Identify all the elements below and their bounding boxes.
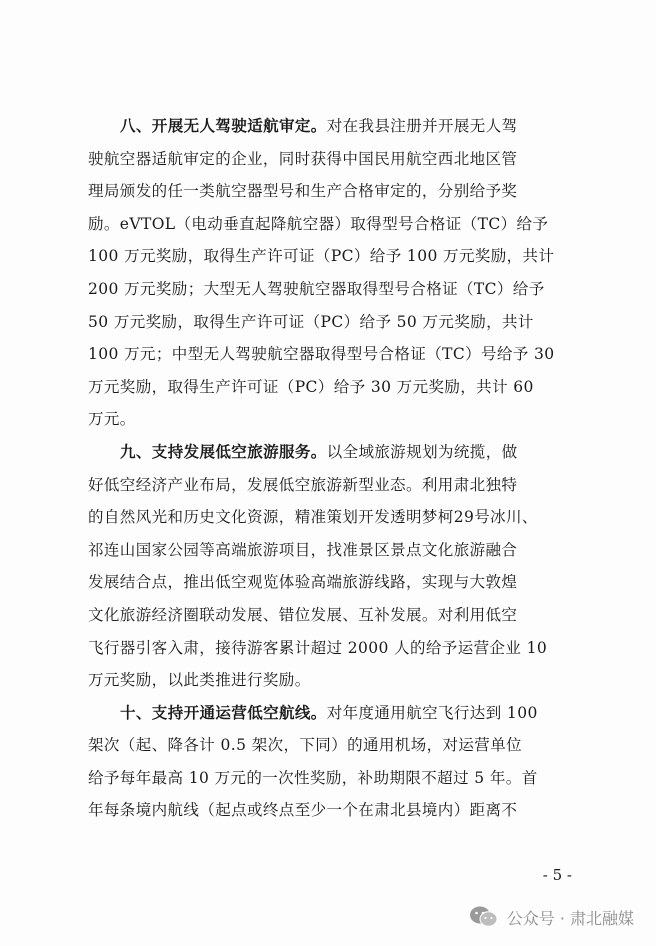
document-body	[88, 110, 588, 827]
paragraph-line: 100 万元；中型无人驾驶航空器取得型号合格证（TC）号给予 30	[88, 345, 555, 364]
paragraph-9	[88, 436, 588, 697]
paragraph-8	[88, 110, 588, 436]
paragraph-line: 好低空经济产业布局，发展低空旅游新型业态。利用肃北独特	[88, 475, 518, 494]
paragraph-line: 以全域旅游规划为统揽，做	[326, 442, 518, 461]
paragraph-line: 年每条境内航线（起点或终点至少一个在肃北县境内）距离不	[88, 801, 518, 820]
paragraph-line: 架次（起、降各计 0.5 架次，下同）的通用机场，对运营单位	[88, 736, 523, 755]
paragraph-line: 祁连山国家公园等高端旅游项目，找准景区景点文化旅游融合	[88, 540, 518, 559]
wechat-icon	[469, 905, 499, 929]
paragraph-10	[88, 697, 588, 827]
watermark-text: 公众号 · 肃北融媒	[506, 908, 634, 928]
paragraph-line: 励。eVTOL（电动垂直起降航空器）取得型号合格证（TC）给予	[88, 214, 549, 233]
paragraph-line: 发展结合点，推出低空观览体验高端旅游线路，实现与大敦煌	[88, 573, 518, 592]
paragraph-line: 理局颁发的任一类航空器型号和生产合格审定的，分别给予奖	[88, 182, 518, 201]
paragraph-line: 的自然风光和历史文化资源，精准策划开发透明梦柯29号冰川、	[88, 508, 538, 527]
wechat-watermark	[469, 905, 634, 929]
paragraph-line: 200 万元奖励；大型无人驾驶航空器取得型号合格证（TC）给予	[88, 279, 545, 298]
paragraph-8-heading: 八、开展无人驾驶适航审定。	[120, 117, 327, 135]
paragraph-line: 万元奖励，以此类推进行奖励。	[88, 671, 311, 690]
paragraph-9-heading: 九、支持发展低空旅游服务。	[120, 442, 327, 461]
paragraph-line: 100 万元奖励，取得生产许可证（PC）给予 100 万元奖励，共计	[88, 247, 555, 266]
paragraph-line: 文化旅游经济圈联动发展、错位发展、互补发展。对利用低空	[88, 605, 518, 624]
paragraph-line: 万元奖励，取得生产许可证（PC）给予 30 万元奖励，共计 60	[88, 377, 534, 396]
paragraph-10-heading: 十、支持开通运营低空航线。	[120, 703, 327, 722]
paragraph-line: 飞行器引客入肃，接待游客累计超过 2000 人的给予运营企业 10	[88, 638, 548, 657]
paragraph-line: 50 万元奖励，取得生产许可证（PC）给予 50 万元奖励，共计	[88, 312, 534, 331]
paragraph-line: 给予每年最高 10 万元的一次性奖励，补助期限不超过 5 年。首	[88, 768, 538, 787]
page-number: - 5 -	[542, 866, 572, 884]
paragraph-line: 对在我县注册并开展无人驾	[326, 117, 518, 135]
paragraph-line: 对年度通用航空飞行达到 100	[326, 703, 538, 722]
paragraph-line: 驶航空器适航审定的企业，同时获得中国民用航空西北地区管	[88, 149, 518, 168]
paragraph-line: 万元。	[88, 410, 136, 429]
